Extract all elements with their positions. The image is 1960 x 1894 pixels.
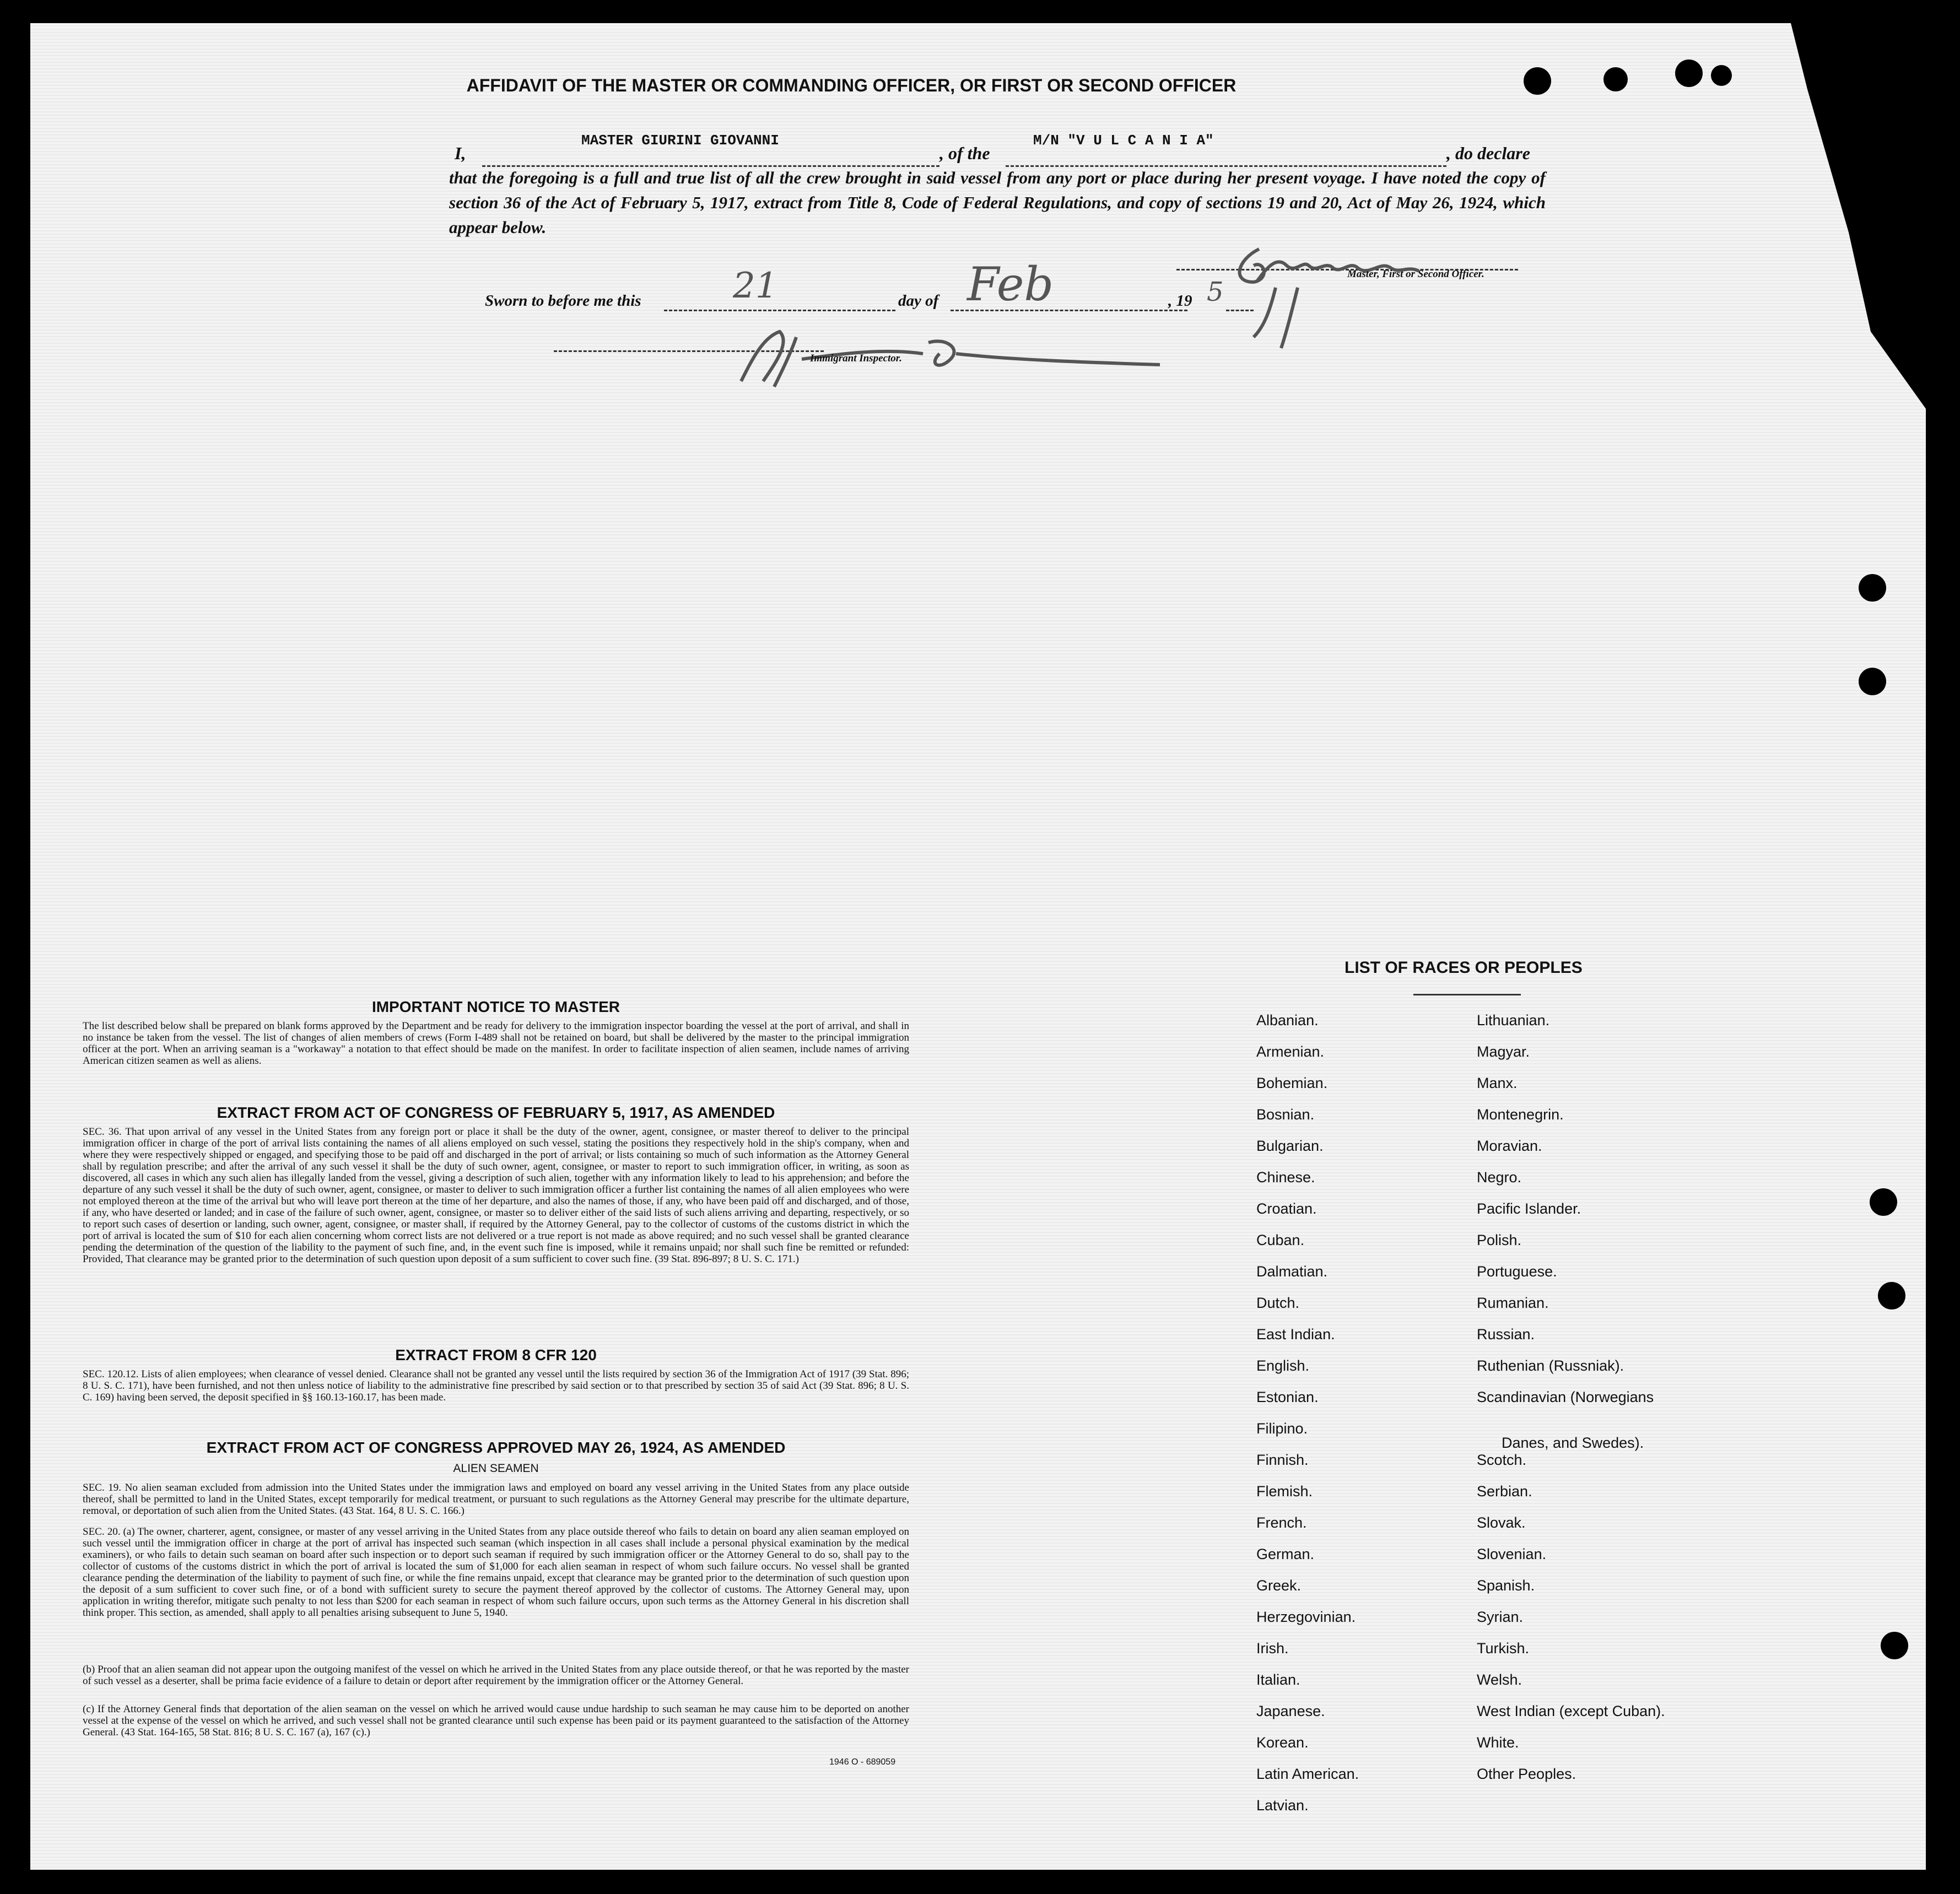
race-item: Korean. — [1256, 1734, 1309, 1751]
master-signature-caption: Master, First or Second Officer. — [1347, 268, 1484, 280]
affidavit-title: AFFIDAVIT OF THE MASTER OR COMMANDING OFFICER, OR FIRST OR SECOND OFFICER — [466, 75, 1237, 95]
punch-hole — [1859, 668, 1886, 695]
race-item: Japanese. — [1256, 1703, 1325, 1719]
print-code: 1946 O - 689059 — [829, 1757, 896, 1767]
punch-hole — [1675, 59, 1703, 87]
race-item: Ruthenian (Russniak). — [1477, 1357, 1624, 1374]
sec-20a: SEC. 20. (a) The owner, charterer, agent, consignee, or master of any vessel arriving in the United States from any place outside thereof who fails to detain on board any alien seaman employed on such vessel until the immigration officer in charge at the port of arrival has inspected such seaman (which inspection in all cases shall include a personal physical examination by the medical examiners), or who fails to detain such seaman on board after such inspection or to deport such seaman if required by such immigration officer or the Attorney General to do so, shall pay to the collector of customs of the customs district in which the port of arrival is located the sum of $1,000 for each alien seaman in respect of whom such failure occurs. No vessel shall be granted clearance pending the determination of the liability to payment of such fine, or while the fine remains unpaid, except that clearance may be granted prior to the determination of such question upon the deposit of a sum sufficient to cover such fine, or of a bond with sufficient surety to secure the payment thereof approved by the collector of customs. The Attorney General may, upon application in writing therefor, mitigate such penalty to not less than $200 for each seaman in respect of whom such failure occurs, upon such terms as the Attorney General in his discretion shall think proper. This section, as amended, shall apply to all penalties arising subsequent to June 5, 1940. — [83, 1526, 909, 1619]
race-item: Rumanian. — [1477, 1295, 1549, 1311]
document-page — [30, 23, 1926, 1870]
race-item: Latin American. — [1256, 1766, 1359, 1782]
punch-hole — [1878, 1282, 1905, 1309]
race-item: Manx. — [1477, 1075, 1518, 1091]
race-item: Croatian. — [1256, 1200, 1317, 1217]
race-item: East Indian. — [1256, 1326, 1335, 1343]
punch-hole — [1859, 574, 1886, 602]
race-item: Scandinavian (Norwegians — [1477, 1389, 1654, 1405]
master-signature — [1210, 227, 1529, 354]
race-item: Herzegovinian. — [1256, 1609, 1356, 1625]
punch-hole — [1711, 65, 1732, 86]
race-item: Greek. — [1256, 1577, 1302, 1594]
race-item: White. — [1477, 1734, 1519, 1751]
race-item: Latvian. — [1256, 1797, 1309, 1814]
year-prefix: , 19 — [1168, 292, 1192, 310]
declare-label: , do declare — [1446, 143, 1530, 163]
race-item: Flemish. — [1256, 1483, 1313, 1500]
extract-1917-title: EXTRACT FROM ACT OF CONGRESS OF FEBRUARY 5, 1917, AS AMENDED — [217, 1104, 775, 1121]
race-item: Other Peoples. — [1477, 1766, 1576, 1782]
race-item: Cuban. — [1256, 1232, 1305, 1248]
race-item: Spanish. — [1477, 1577, 1535, 1594]
race-item: Danes, and Swedes). — [1502, 1435, 1644, 1451]
punch-hole — [1603, 67, 1628, 91]
race-item: English. — [1256, 1357, 1310, 1374]
sworn-day: 21 — [733, 266, 778, 306]
race-item: French. — [1256, 1514, 1307, 1531]
race-item: Irish. — [1256, 1640, 1289, 1657]
race-item: Polish. — [1477, 1232, 1522, 1248]
race-item: Chinese. — [1256, 1169, 1315, 1186]
race-item: Bulgarian. — [1256, 1138, 1324, 1154]
inspector-signature — [719, 321, 1171, 392]
notice-title: IMPORTANT NOTICE TO MASTER — [371, 998, 620, 1015]
race-item: Pacific Islander. — [1477, 1200, 1581, 1217]
day-of-label: day of — [898, 292, 939, 310]
sworn-label: Sworn to before me this — [485, 292, 641, 310]
race-item: Lithuanian. — [1477, 1012, 1550, 1029]
race-item: German. — [1256, 1546, 1315, 1562]
race-item: Serbian. — [1477, 1483, 1532, 1500]
race-item: Portuguese. — [1477, 1263, 1557, 1280]
race-item: Finnish. — [1256, 1452, 1309, 1468]
extract-1924-subtitle: ALIEN SEAMEN — [453, 1462, 539, 1475]
inspector-caption: Immigrant Inspector. — [810, 353, 902, 364]
sec-19: SEC. 19. No alien seaman excluded from admission into the United States under the immigration laws and employed on board any vessel arriving in the United States from any place outside thereof, shall be permitted to land in the United States, except temporarily for medical treatment, or pursuant to such regulations as the Attorney General may prescribe for the ultimate departure, removal, or deportation of such alien from the United States. (43 Stat. 164, 8 U. S. C. 166.) — [83, 1482, 909, 1517]
punch-hole — [1524, 67, 1551, 95]
extract-cfr-title: EXTRACT FROM 8 CFR 120 — [395, 1346, 597, 1363]
race-item: Albanian. — [1256, 1012, 1319, 1029]
race-item: Montenegrin. — [1477, 1106, 1564, 1123]
extract-cfr-body: SEC. 120.12. Lists of alien employees; when clearance of vessel denied. Clearance shall not be granted any vessel until the lists required by section 36 of the Immigration Act of 1917 (39 Stat. 896; 8 U. S. C. 171), have been furnished, and not then unless notice of liability to the administrative fine prescribed by said section or to that prescribed by section 35 of said Act (39 Stat. 896; 8 U. S. C. 169) having been served, the deposit specified in §§ 160.13-160.17, has been made. — [83, 1368, 909, 1403]
races-title: LIST OF RACES OR PEOPLES — [1345, 959, 1583, 977]
race-item: Slovenian. — [1477, 1546, 1547, 1562]
punch-hole — [1881, 1632, 1908, 1659]
affidavit-body: that the foregoing is a full and true list of all the crew brought in said vessel from any port or place during her present voyage. I have noted the copy of section 36 of the Act of February 5, 1917, extract from Title 8, Code of Federal Regulations, and copy of sections 19 and 20, Act of May 26, 1924, which appear below. — [449, 168, 1546, 237]
notice-body: The list described below shall be prepared on blank forms approved by the Department and be ready for delivery to the immigration inspector boarding the vessel at the port of arrival, and shall in no instance be taken from the vessel. The list of changes of alien members of crews (Form I-489 shall not be retained on board, but shall be delivered by the master to the principal immigration officer at the port. When an arriving seaman is a "workaway" a notation to that effect should be made on the manifest. In order to facilitate inspection of alien seamen, include names of arriving American citizen seamen as well as aliens. — [83, 1020, 909, 1067]
race-item: Armenian. — [1256, 1043, 1325, 1060]
sec-20c: (c) If the Attorney General finds that deportation of the alien seaman on the vessel on which he arrived would cause undue hardship to such seaman he may cause him to be deported on another vessel at the expense of the vessel on which he arrived, and such vessel shall not be granted clearance until such expense has been paid or its payment guaranteed to the satisfaction of the Attorney General. (43 Stat. 164-165, 58 Stat. 816; 8 U. S. C. 167 (a), 167 (c).) — [83, 1703, 909, 1738]
race-item: West Indian (except Cuban). — [1477, 1703, 1665, 1719]
extract-1917-body: SEC. 36. That upon arrival of any vessel in the United States from any foreign port or place it shall be the duty of the owner, agent, consignee, or master thereof to deliver to the principal immigration officer in charge of the port of arrival lists containing the names of all aliens employed on such vessel, stating the positions they respectively hold in the ship's company, when and where they were respectively shipped or engaged, and specifying those to be paid off and discharged in the port of arrival; or lists containing so much of such information as the Attorney General shall by regulation prescribe; and after the arrival of any such vessel it shall be the duty of such owner, agent, consignee, or master to report to such immigration officer, in writing, as soon as discovered, all cases in which any such alien has illegally landed from the vessel, giving a description of such alien, together with any information likely to lead to his apprehension; and before the departure of any such vessel it shall be the duty of such owner, agent, consignee, or master to deliver to such immigration officer a further list containing the names of all alien employees who were not employed thereon at the time of the arrival but who will leave port thereon at the time of her departure, and also the names of those, if any, who have been paid off and discharged, and of those, if any, who have deserted or landed; and in case of the failure of such owner, agent, consignee, or master so to deliver either of the said lists of such aliens arriving and departing, respectively, or so to report such cases of desertion or landing, such owner, agent, consignee, or master shall, if required by the Attorney General, pay to the collector of customs of the customs district in which the port of arrival is located the sum of $10 for each alien concerning whom correct lists are not delivered or a true report is not made as above required; and no such vessel shall be granted clearance pending the determination of the question of the liability to the payment of such fine, and, in the event such fine is imposed, while it remains unpaid; nor shall such fine be remitted or refunded: Provided, That clearance may be granted prior to the determination of such question upon deposit of a sum sufficient to cover such fine. (39 Stat. 896-897; 8 U. S. C. 171.) — [83, 1126, 909, 1265]
punch-hole — [1870, 1188, 1897, 1216]
year-suffix: 5 — [1207, 277, 1224, 307]
race-item: Magyar. — [1477, 1043, 1530, 1060]
sworn-month: Feb — [967, 257, 1054, 311]
race-item: Negro. — [1477, 1169, 1522, 1186]
vessel-name: M/N "V U L C A N I A" — [1033, 132, 1214, 149]
race-item: Welsh. — [1477, 1671, 1522, 1688]
race-item: Slovak. — [1477, 1514, 1526, 1531]
race-item: Moravian. — [1477, 1138, 1542, 1154]
master-name: MASTER GIURINI GIOVANNI — [581, 132, 779, 149]
race-item: Bohemian. — [1256, 1075, 1328, 1091]
race-item: Turkish. — [1477, 1640, 1530, 1657]
race-item: Dalmatian. — [1256, 1263, 1328, 1280]
races-title-rule — [1413, 994, 1521, 995]
race-item: Italian. — [1256, 1671, 1300, 1688]
i-label: I, — [455, 143, 466, 163]
sworn-day-blank — [664, 299, 895, 311]
race-item: Dutch. — [1256, 1295, 1300, 1311]
race-item: Scotch. — [1477, 1452, 1527, 1468]
race-item: Russian. — [1477, 1326, 1535, 1343]
sec-20b: (b) Proof that an alien seaman did not appear upon the outgoing manifest of the vessel on which he arrived in the United States from any place outside thereof, or that he was reported by the master of such vessel as a deserter, shall be prima facie evidence of a failure to detain or deport after requirement by the immigration officer or the Attorney General. — [83, 1664, 909, 1687]
race-item: Syrian. — [1477, 1609, 1524, 1625]
of-the-label: , of the — [939, 143, 990, 163]
extract-1924-title: EXTRACT FROM ACT OF CONGRESS APPROVED MAY 26, 1924, AS AMENDED — [206, 1439, 786, 1456]
race-item: Filipino. — [1256, 1420, 1308, 1437]
race-item: Estonian. — [1256, 1389, 1319, 1405]
race-item: Bosnian. — [1256, 1106, 1315, 1123]
